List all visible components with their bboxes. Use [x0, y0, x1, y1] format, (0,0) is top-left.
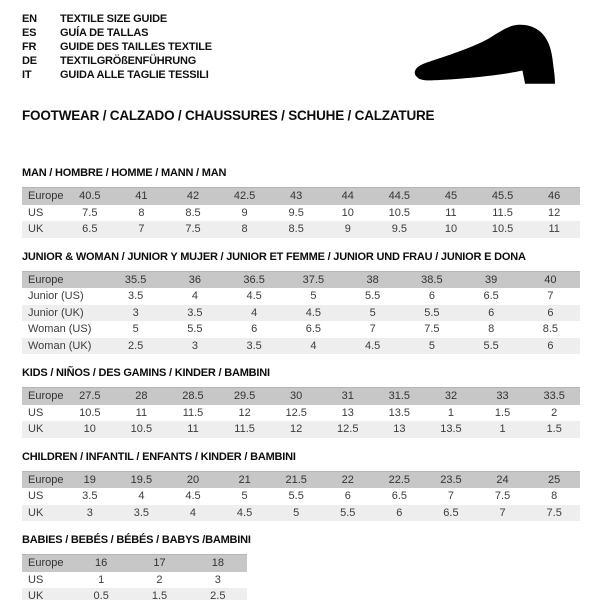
shoe-icon — [394, 16, 584, 104]
row-label: Europe — [22, 188, 64, 205]
language-label: GUIDE DES TAILLES TEXTILE — [60, 41, 212, 53]
size-cell: 9.5 — [374, 221, 426, 238]
size-cell: 1 — [447, 406, 455, 419]
size-cell: 8.5 — [185, 206, 201, 219]
size-cell: 24 — [477, 471, 529, 488]
table-row — [22, 205, 580, 222]
table-row — [22, 405, 580, 422]
category-title: FOOTWEAR / CALZADO / CHAUSSURES / SCHUHE / CALZATURE — [22, 108, 435, 123]
table-title: MAN / HOMBRE / HOMME / MANN / MAN — [22, 167, 227, 179]
size-cell: 4 — [284, 338, 343, 355]
size-cell: 6 — [521, 305, 580, 322]
size-cell: 3 — [106, 305, 165, 322]
size-cell: 7 — [547, 290, 554, 302]
size-cell: 11.5 — [219, 421, 271, 438]
row-label: UK — [22, 505, 64, 522]
size-cell: 6 — [374, 505, 426, 522]
size-cell: 19.5 — [116, 471, 168, 488]
size-cell: 1.5 — [130, 588, 188, 600]
size-cell: 30 — [270, 388, 322, 405]
table-title: JUNIOR & WOMAN / JUNIOR Y MUJER / JUNIOR ET FEMME / JUNIOR UND FRAU / JUNIOR E DONA — [22, 250, 526, 263]
row-label: Junior (US) — [28, 290, 84, 302]
size-cell: 6 — [462, 305, 521, 322]
size-cell: 37.5 — [284, 271, 343, 288]
table-title: KIDS / NIÑOS / DES GAMINS / KINDER / BAMBINI — [22, 367, 270, 379]
size-cell: 9.5 — [288, 206, 304, 219]
size-cell: 10 — [341, 206, 354, 219]
size-cell: 8 — [551, 490, 558, 502]
size-cell: 1 — [477, 421, 529, 438]
size-cell: 17 — [130, 555, 188, 572]
size-cell: 13.5 — [425, 421, 477, 438]
size-cell: 36 — [165, 271, 224, 288]
size-table-section — [22, 167, 580, 238]
table-row — [22, 305, 580, 322]
size-cell: 7.5 — [528, 505, 580, 522]
language-code: ES — [22, 27, 37, 39]
size-cell: 3.5 — [225, 338, 284, 355]
language-label: GUIDA ALLE TAGLIE TESSILI — [60, 69, 209, 81]
size-cell: 6 — [428, 290, 435, 302]
size-cell: 11 — [528, 221, 580, 238]
table-title: CHILDREN / INFANTIL / ENFANTS / KINDER / BAMBINI — [22, 450, 296, 463]
size-cell: 4 — [225, 305, 284, 322]
table-row — [22, 388, 580, 405]
size-cell: 8.5 — [542, 323, 559, 335]
size-cell: 11 — [135, 406, 148, 419]
size-table-section — [22, 367, 580, 438]
size-cell: 11.5 — [182, 406, 204, 419]
size-table — [22, 471, 580, 522]
size-cell: 11 — [445, 206, 457, 219]
size-cell: 6.5 — [305, 323, 322, 335]
table-row — [22, 588, 247, 600]
size-cell: 28.5 — [167, 388, 219, 405]
size-cell: 9 — [322, 221, 374, 238]
size-cell: 32 — [425, 388, 477, 405]
size-cell: 5.5 — [462, 338, 521, 355]
size-cell: 3.5 — [127, 290, 144, 302]
size-table-section — [22, 251, 580, 355]
size-cell: 1 — [98, 573, 105, 586]
size-cell: 38.5 — [402, 271, 461, 288]
size-cell: 23.5 — [425, 471, 477, 488]
size-cell: 40.5 — [64, 188, 116, 205]
size-cell: 12.5 — [285, 406, 307, 419]
row-label: UK — [22, 221, 64, 238]
size-cell: 3 — [165, 338, 224, 355]
size-cell: 25 — [528, 471, 580, 488]
size-cell: 12 — [238, 406, 251, 419]
size-cell: 10.5 — [388, 206, 411, 219]
size-cell: 3.5 — [116, 505, 168, 522]
table-row — [22, 488, 580, 505]
size-cell: 19 — [64, 471, 116, 488]
size-cell: 35.5 — [106, 271, 165, 288]
size-cell: 5.5 — [402, 305, 461, 322]
row-label: US — [28, 573, 44, 586]
size-cell: 3.5 — [165, 305, 224, 322]
row-label: US — [28, 206, 44, 219]
table-row — [22, 572, 247, 589]
size-cell: 29.5 — [219, 388, 271, 405]
size-table — [22, 554, 247, 600]
size-cell: 6 — [521, 338, 580, 355]
table-row — [22, 271, 580, 288]
size-cell: 5 — [132, 323, 139, 335]
shoe-icon-shape — [415, 25, 555, 84]
size-cell: 5.5 — [288, 490, 304, 502]
size-cell: 8 — [219, 221, 271, 238]
row-label: Junior (UK) — [22, 305, 106, 322]
size-table-section — [22, 534, 580, 600]
size-cell: 27.5 — [64, 388, 116, 405]
row-label: Europe — [22, 271, 106, 288]
size-cell: 2 — [551, 406, 558, 419]
size-cell: 44 — [322, 188, 374, 205]
size-table — [22, 187, 580, 238]
size-cell: 22.5 — [374, 471, 426, 488]
table-row — [22, 471, 580, 488]
size-cell: 40 — [521, 271, 580, 288]
size-cell: 7 — [116, 221, 168, 238]
size-cell: 7.5 — [494, 490, 511, 502]
table-row — [22, 505, 580, 522]
size-table — [22, 271, 580, 355]
size-cell: 6.5 — [391, 490, 407, 502]
size-cell: 6.5 — [425, 505, 477, 522]
size-cell: 6 — [251, 323, 258, 335]
language-code: EN — [22, 13, 37, 25]
size-cell: 4.5 — [343, 338, 402, 355]
size-cell: 18 — [189, 555, 247, 572]
size-cell: 33.5 — [528, 388, 580, 405]
size-cell: 31 — [322, 388, 374, 405]
size-cell: 2 — [156, 573, 163, 586]
size-table — [22, 387, 580, 438]
language-code: FR — [22, 41, 37, 53]
size-cell: 7 — [369, 323, 376, 335]
size-cell: 1.5 — [528, 421, 580, 438]
size-cell: 8 — [138, 206, 145, 219]
size-cell: 33 — [477, 388, 529, 405]
size-cell: 5 — [402, 338, 461, 355]
size-cell: 11.5 — [492, 206, 513, 219]
table-row — [22, 188, 580, 205]
size-cell: 6 — [344, 490, 351, 502]
row-label: Woman (UK) — [22, 338, 106, 355]
size-cell: 8 — [488, 323, 495, 335]
size-cell: 6.5 — [483, 290, 499, 302]
table-row — [22, 221, 580, 238]
size-cell: 4 — [191, 290, 198, 302]
language-code: DE — [22, 55, 37, 67]
row-label: Europe — [22, 471, 64, 488]
size-cell: 7.5 — [167, 221, 219, 238]
size-cell: 16 — [72, 555, 130, 572]
size-cell: 7 — [447, 490, 455, 502]
size-cell: 9 — [241, 206, 248, 219]
size-cell: 45.5 — [477, 188, 529, 205]
size-cell: 13 — [341, 406, 354, 419]
size-cell: 7 — [477, 505, 529, 522]
size-cell: 12 — [548, 206, 561, 219]
table-row — [22, 338, 580, 355]
size-cell: 10.5 — [79, 406, 101, 419]
size-cell: 5.5 — [187, 323, 203, 335]
size-cell: 44.5 — [374, 188, 426, 205]
language-label: GUÍA DE TALLAS — [60, 27, 149, 39]
size-cell: 4 — [138, 490, 145, 502]
size-cell: 42.5 — [219, 188, 271, 205]
size-cell: 45 — [425, 188, 477, 205]
size-cell: 21 — [219, 471, 271, 488]
size-cell: 3 — [64, 505, 116, 522]
size-cell: 46 — [528, 188, 580, 205]
size-cell: 20 — [167, 471, 219, 488]
size-cell: 31.5 — [374, 388, 426, 405]
row-label: Europe — [22, 388, 64, 405]
language-code: IT — [22, 69, 32, 81]
size-cell: 4.5 — [185, 490, 201, 502]
size-cell: 6.5 — [64, 221, 116, 238]
size-cell: 4.5 — [219, 505, 271, 522]
size-cell: 8.5 — [270, 221, 322, 238]
size-cell: 21.5 — [270, 471, 322, 488]
size-cell: 11 — [167, 421, 219, 438]
size-cell: 4 — [167, 505, 219, 522]
size-cell: 5.5 — [322, 505, 374, 522]
size-cell: 2.5 — [106, 338, 165, 355]
size-cell: 3 — [214, 573, 221, 586]
size-cell: 5 — [241, 490, 248, 502]
size-cell: 12 — [270, 421, 322, 438]
size-cell: 39 — [462, 271, 521, 288]
size-cell: 5.5 — [364, 290, 381, 302]
language-label: TEXTILE SIZE GUIDE — [60, 13, 168, 25]
size-table-section — [22, 451, 580, 522]
language-label: TEXTILGRÖßENFÜHRUNG — [60, 55, 197, 67]
size-cell: 13.5 — [388, 406, 411, 419]
row-label: US — [28, 490, 44, 502]
size-cell: 10.5 — [477, 221, 529, 238]
table-row — [22, 321, 580, 338]
size-cell: 10.5 — [116, 421, 168, 438]
size-cell: 36.5 — [225, 271, 284, 288]
size-cell: 38 — [343, 271, 402, 288]
table-row — [22, 555, 247, 572]
size-cell: 42 — [167, 188, 219, 205]
size-cell: 5 — [270, 505, 322, 522]
row-label: Woman (US) — [28, 323, 92, 335]
size-cell: 7.5 — [82, 206, 98, 219]
row-label: UK — [22, 588, 72, 600]
size-cell: 41 — [116, 188, 168, 205]
size-cell: 43 — [270, 188, 322, 205]
size-cell: 0.5 — [72, 588, 130, 600]
row-label: US — [28, 406, 44, 419]
row-label: UK — [22, 421, 64, 438]
size-cell: 13 — [374, 421, 426, 438]
size-cell: 10 — [425, 221, 477, 238]
size-cell: 3.5 — [82, 490, 98, 502]
size-cell: 22 — [322, 471, 374, 488]
size-cell: 4.5 — [284, 305, 343, 322]
size-cell: 4.5 — [246, 290, 262, 302]
size-tables — [22, 167, 580, 600]
size-cell: 2.5 — [189, 588, 247, 600]
size-cell: 5 — [310, 290, 317, 302]
table-row — [22, 288, 580, 305]
size-cell: 28 — [116, 388, 168, 405]
size-cell: 10 — [64, 421, 116, 438]
row-label: Europe — [22, 555, 72, 572]
size-cell: 5 — [343, 305, 402, 322]
table-title: BABIES / BEBÉS / BÉBÉS / BABYS /BAMBINI — [22, 534, 251, 546]
size-cell: 12.5 — [322, 421, 374, 438]
table-row — [22, 421, 580, 438]
size-cell: 7.5 — [424, 323, 440, 335]
size-cell: 1.5 — [494, 406, 511, 419]
